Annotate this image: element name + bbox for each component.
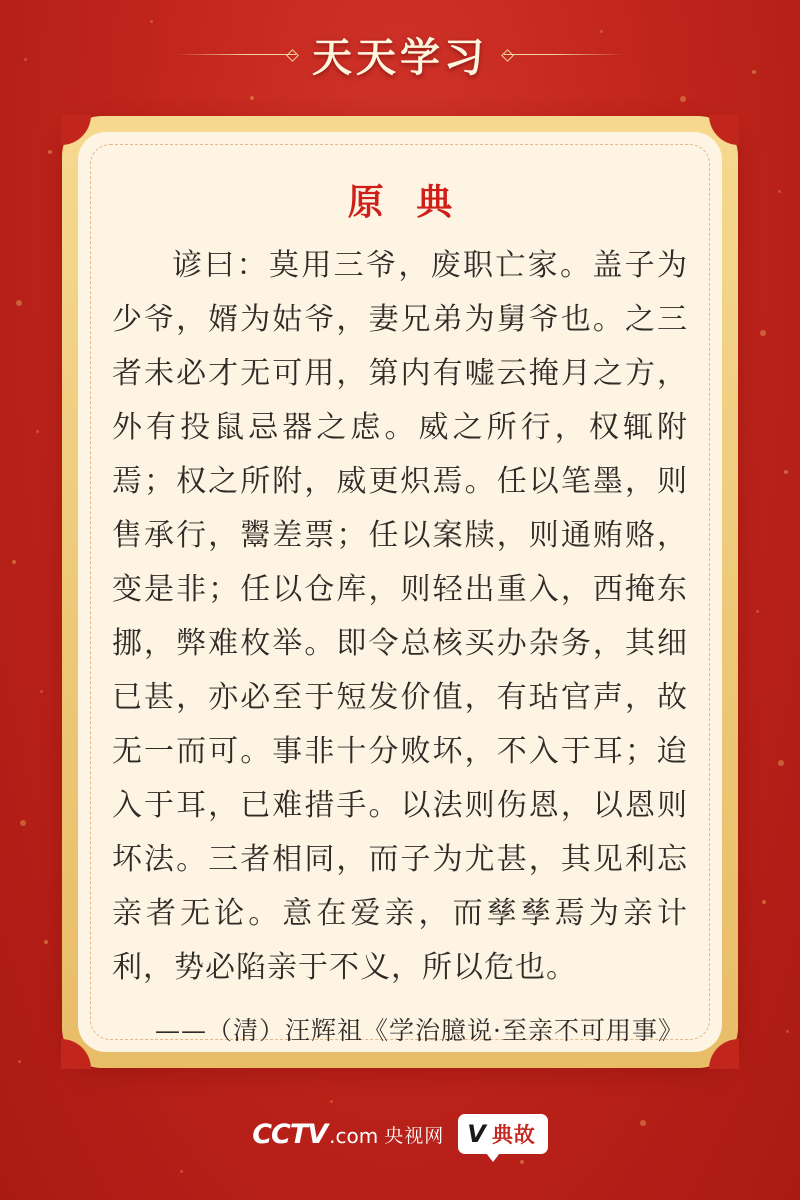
header-rule-right-icon — [504, 54, 624, 55]
cctv-wordmark: CCTV — [252, 1118, 328, 1150]
column-badge — [458, 1114, 548, 1154]
badge-label: 典故 — [491, 1123, 536, 1147]
card-content — [112, 160, 688, 1045]
badge-v-letter: V — [467, 1120, 486, 1148]
cctv-chinese-name: 央视网 — [384, 1124, 445, 1147]
page-title: 原 典 — [347, 181, 463, 223]
page-footer — [0, 1068, 800, 1200]
site-title: 天天学习 — [312, 33, 488, 81]
source-attribution: ——（清）汪辉祖《学治臆说·至亲不可用事》 — [155, 1016, 684, 1045]
header-rule-left-icon — [176, 54, 296, 55]
cctv-domain-suffix: .com — [329, 1123, 379, 1148]
page-header — [0, 0, 800, 108]
cctv-logo — [252, 1119, 444, 1150]
classic-text-body: 谚曰：莫用三爷，废职亡家。盖子为少爷，婿为姑爷，妻兄弟为舅爷也。之三者未必才无可用，第内有嘘云掩月之方，外有投鼠忌器之虑。威之所行，权辄附焉；权之所附，威更炽焉。任以笔墨，则售承行，鬻差票；任以案牍，则通贿赂，变是非；任以仓库，则轻出重入，西掩东挪，弊难枚举。即令总核买办杂务，其细已甚，亦必至于短发价值，有玷官声，故无一而可。事非十分败坏，不入于耳；迨入于耳，已难措手。以法则伤恩，以恩则坏法。三者相同，而子为尤甚，其见利忘亲者无论。意在爱亲，而孳孳焉为亲计利，势必陷亲于不义，所以危也。 — [112, 248, 688, 985]
content-card — [62, 116, 738, 1068]
card-paper — [78, 132, 722, 1052]
